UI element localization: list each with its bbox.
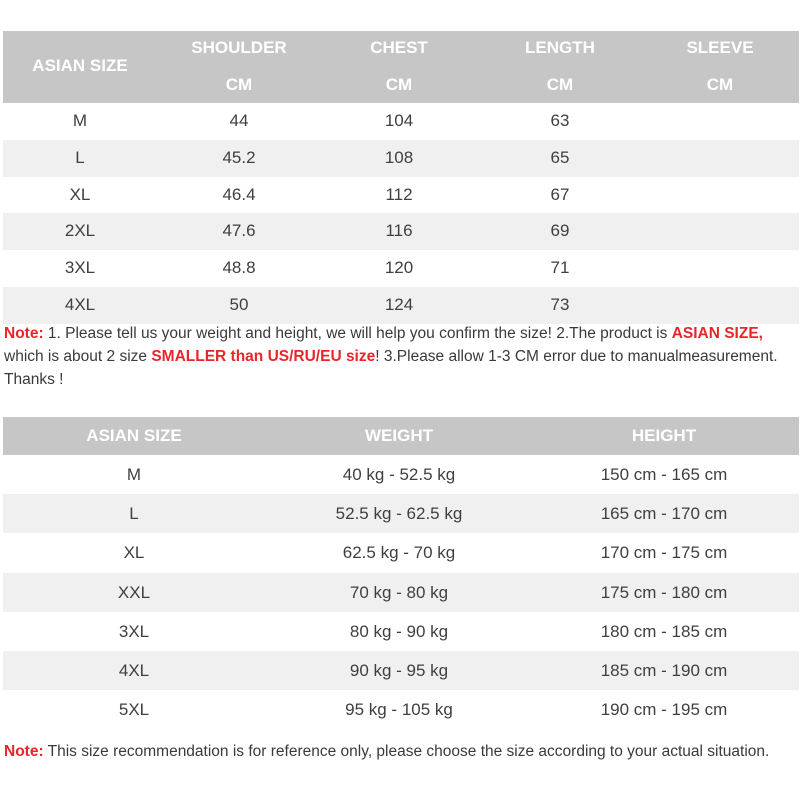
- weight-cell: 62.5 kg - 70 kg: [342, 543, 456, 563]
- length-cell: 63: [550, 111, 570, 130]
- table-row: [3, 651, 799, 690]
- weight-cell: 90 kg - 95 kg: [349, 660, 449, 680]
- header-length: LENGTH: [525, 38, 595, 57]
- size-cell: 4XL: [64, 294, 96, 314]
- size-cell: L: [129, 504, 139, 524]
- size-cell: M: [126, 465, 142, 484]
- shoulder-cell: 45.2: [222, 147, 256, 167]
- table-row: [3, 494, 799, 533]
- length-cell: 73: [550, 294, 570, 314]
- table-row: [3, 213, 799, 250]
- height-cell: 170 cm - 175 cm: [600, 543, 728, 563]
- note-highlight-asian-size: ASIAN SIZE,: [671, 325, 763, 342]
- note-text: ! 3.Please allow 1-3 CM error due to manualmeasurement. Thanks !: [4, 348, 778, 388]
- chest-cell: 104: [384, 111, 414, 130]
- size-note: [4, 322, 796, 391]
- table-row: [3, 573, 799, 612]
- sleeve-cell: [660, 250, 780, 287]
- header-height: HEIGHT: [631, 426, 697, 445]
- sleeve-cell: [660, 287, 780, 324]
- sleeve-cell: [660, 140, 780, 177]
- length-cell: 69: [550, 221, 570, 241]
- note-label: Note:: [4, 325, 44, 342]
- table-row: [3, 287, 799, 324]
- header-asian-size: ASIAN SIZE: [32, 56, 128, 75]
- height-cell: 180 cm - 185 cm: [600, 621, 728, 641]
- size-cell: XL: [69, 184, 91, 204]
- header-shoulder: SHOULDER: [191, 38, 287, 57]
- sleeve-cell: [660, 103, 780, 140]
- table-row: [3, 140, 799, 177]
- size-cell: 5XL: [118, 700, 150, 720]
- height-cell: 190 cm - 195 cm: [600, 700, 728, 720]
- header-sleeve-unit: CM: [706, 75, 734, 94]
- shoulder-cell: 47.6: [222, 221, 256, 241]
- header-length-unit: CM: [546, 75, 574, 94]
- table-row: [3, 455, 799, 494]
- size-cell: XL: [123, 543, 145, 563]
- size-cell: 3XL: [64, 258, 96, 278]
- sleeve-cell: [660, 177, 780, 214]
- shoulder-cell: 50: [229, 294, 249, 314]
- table-row: [3, 690, 799, 729]
- weight-cell: 70 kg - 80 kg: [349, 582, 449, 602]
- size-cell: 2XL: [64, 221, 96, 241]
- sleeve-cell: [660, 213, 780, 250]
- recommendation-note: [4, 740, 796, 764]
- height-cell: 165 cm - 170 cm: [600, 504, 728, 524]
- note-label: Note:: [4, 743, 44, 760]
- weight-cell: 52.5 kg - 62.5 kg: [335, 504, 463, 524]
- size-table-header: [3, 31, 799, 103]
- note-text: which is about 2 size: [4, 348, 152, 365]
- note-text: 1. Please tell us your weight and height, we will help you confirm the size! 2.The product is: [43, 325, 672, 342]
- note-text: This size recommendation is for reference only, please choose the size according to your actual situation.: [43, 743, 770, 760]
- size-cell: 3XL: [118, 621, 150, 641]
- shoulder-cell: 48.8: [222, 258, 256, 278]
- length-cell: 65: [550, 147, 570, 167]
- header-asian-size: ASIAN SIZE: [86, 426, 182, 445]
- weight-cell: 80 kg - 90 kg: [349, 621, 449, 641]
- size-cell: XXL: [117, 582, 151, 602]
- table-row: [3, 533, 799, 572]
- size-recommendation-table: [3, 417, 799, 729]
- weight-cell: 40 kg - 52.5 kg: [342, 465, 456, 484]
- chest-cell: 124: [384, 294, 414, 314]
- size-measurement-table: [3, 31, 799, 324]
- recommendation-table-header: [3, 417, 799, 455]
- height-cell: 185 cm - 190 cm: [600, 660, 728, 680]
- table-row: [3, 612, 799, 651]
- table-row: [3, 250, 799, 287]
- size-cell: L: [75, 147, 85, 167]
- size-cell: M: [72, 111, 88, 130]
- weight-cell: 95 kg - 105 kg: [345, 700, 453, 720]
- table-row: [3, 177, 799, 214]
- header-sleeve: SLEEVE: [686, 38, 754, 57]
- header-weight: WEIGHT: [365, 426, 433, 445]
- chest-cell: 120: [384, 258, 414, 278]
- chest-cell: 108: [384, 147, 414, 167]
- height-cell: 150 cm - 165 cm: [600, 465, 728, 484]
- chest-cell: 112: [385, 184, 413, 204]
- length-cell: 71: [550, 258, 570, 278]
- height-cell: 175 cm - 180 cm: [600, 582, 728, 602]
- length-cell: 67: [550, 184, 570, 204]
- shoulder-cell: 44: [229, 111, 249, 130]
- chest-cell: 116: [385, 221, 413, 241]
- size-cell: 4XL: [118, 660, 150, 680]
- note-highlight-smaller: SMALLER than US/RU/EU size: [151, 348, 376, 365]
- table-row: [3, 103, 799, 140]
- header-shoulder-unit: CM: [225, 75, 253, 94]
- header-chest: CHEST: [370, 38, 428, 57]
- header-chest-unit: CM: [385, 75, 413, 94]
- shoulder-cell: 46.4: [222, 184, 256, 204]
